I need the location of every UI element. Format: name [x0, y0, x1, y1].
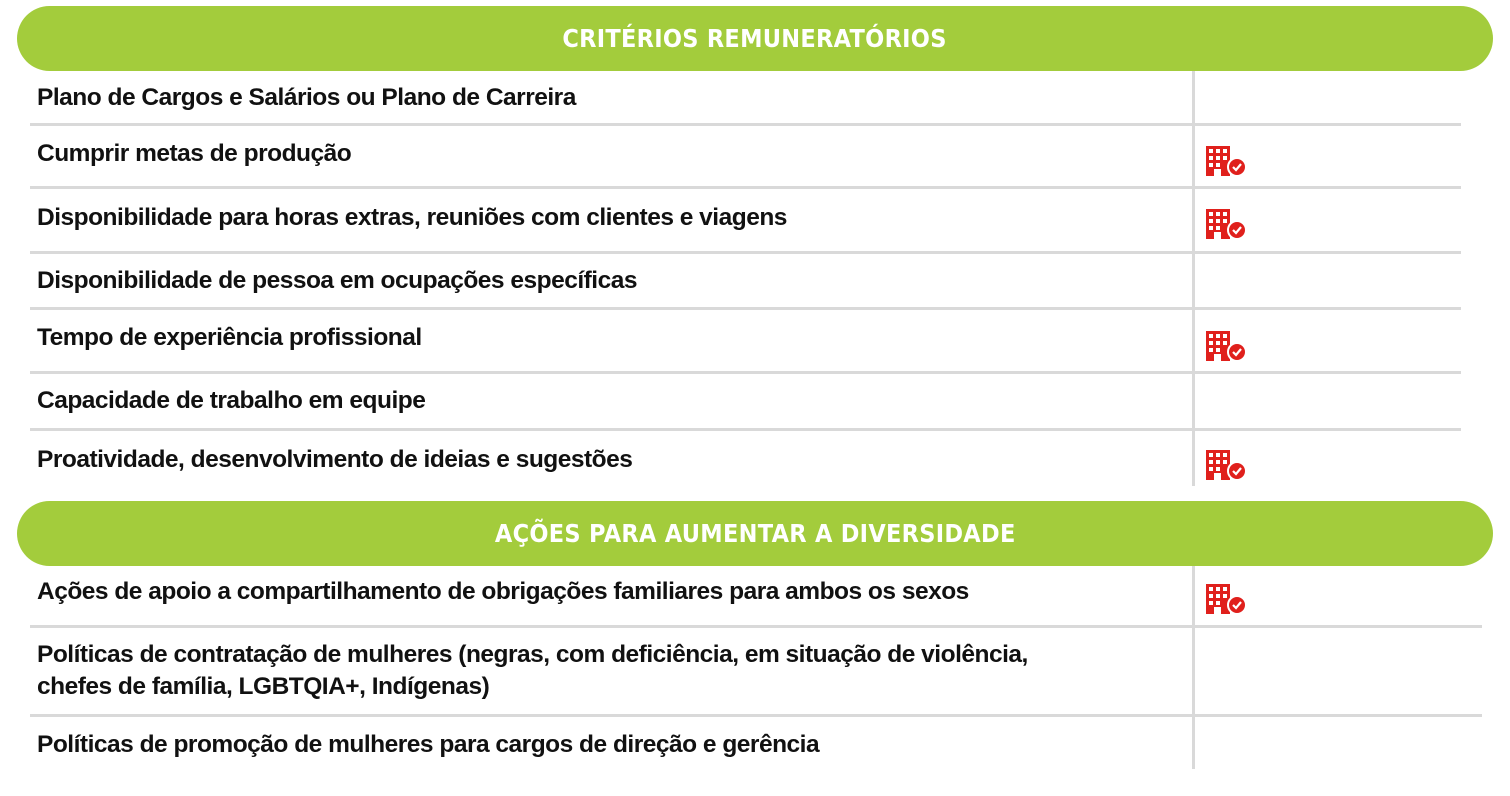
- row-label: Proatividade, desenvolvimento de ideias e sugestões: [37, 446, 633, 473]
- row-label: Disponibilidade para horas extras, reuniões com clientes e viagens: [37, 204, 787, 231]
- row-label: Capacidade de trabalho em equipe: [37, 387, 426, 414]
- company-check-icon: [1206, 146, 1248, 176]
- row-label-line-1: Políticas de contratação de mulheres (negras, com deficiência, em situação de violência,: [37, 641, 1028, 668]
- mark-cell: [1192, 126, 1461, 186]
- mark-cell: [1192, 374, 1461, 428]
- mark-cell: [1192, 310, 1461, 371]
- section-header-criterios: [17, 6, 1493, 71]
- row-label: [30, 628, 1192, 714]
- row-label: Cumprir metas de produção: [37, 140, 352, 167]
- section-header-diversidade: [17, 501, 1493, 566]
- company-check-icon: [1206, 450, 1248, 480]
- diversidade-table: [30, 566, 1482, 769]
- section-title: CRITÉRIOS REMUNERATÓRIOS: [562, 24, 948, 53]
- mark-cell: [1192, 254, 1461, 307]
- table-row: [30, 717, 1482, 769]
- table-row: [30, 254, 1461, 310]
- criterios-table: [30, 71, 1461, 486]
- table-row: [30, 628, 1482, 717]
- mark-cell: [1192, 717, 1482, 769]
- table-row: [30, 566, 1482, 628]
- row-label: Tempo de experiência profissional: [37, 324, 422, 351]
- row-label: Políticas de promoção de mulheres para cargos de direção e gerência: [37, 731, 820, 758]
- company-check-icon: [1206, 209, 1248, 239]
- mark-cell: [1192, 566, 1482, 625]
- table-row: [30, 310, 1461, 374]
- company-check-icon: [1206, 584, 1248, 614]
- table-row: [30, 431, 1461, 486]
- company-check-icon: [1206, 331, 1248, 361]
- table-row: [30, 71, 1461, 126]
- table-row: [30, 126, 1461, 189]
- row-label: Ações de apoio a compartilhamento de obrigações familiares para ambos os sexos: [37, 578, 969, 605]
- mark-cell: [1192, 71, 1461, 123]
- row-label-line-2: chefes de família, LGBTQIA+, Indígenas): [37, 673, 490, 700]
- mark-cell: [1192, 189, 1461, 251]
- table-row: [30, 189, 1461, 254]
- row-label: Disponibilidade de pessoa em ocupações específicas: [37, 267, 637, 294]
- mark-cell: [1192, 628, 1482, 714]
- section-title: AÇÕES PARA AUMENTAR A DIVERSIDADE: [494, 519, 1016, 548]
- table-row: [30, 374, 1461, 431]
- row-label: Plano de Cargos e Salários ou Plano de Carreira: [37, 84, 576, 111]
- mark-cell: [1192, 431, 1461, 486]
